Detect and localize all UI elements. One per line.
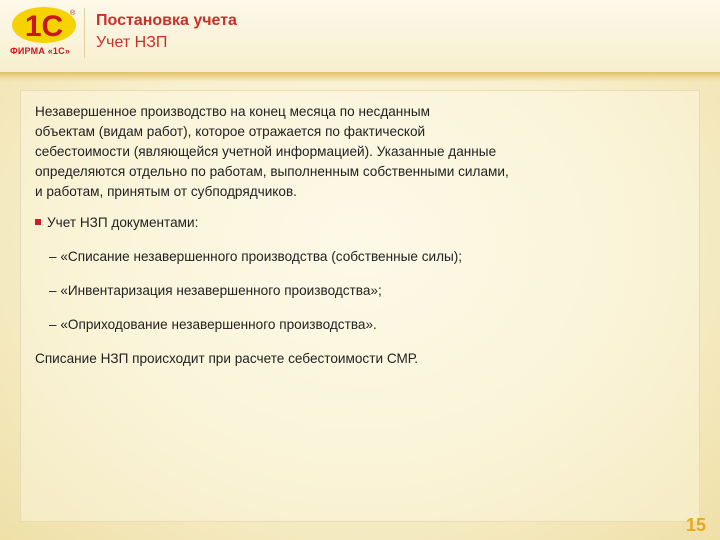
slide-header <box>0 0 720 72</box>
sub-item-write-off: – «Списание незавершенного производства (собственные силы); <box>49 249 463 264</box>
slide-subtitle: Учет НЗП <box>96 34 168 51</box>
bullet-text: Учет НЗП документами: <box>47 215 199 230</box>
intro-line: себестоимости (являющейся учетной информацией). Указанные данные <box>35 144 497 159</box>
logo-1c-icon <box>10 6 78 46</box>
header-divider <box>84 8 85 58</box>
intro-line: объектам (видам работ), которое отражается по фактической <box>35 124 426 139</box>
bullet-item <box>35 213 685 233</box>
logo-caption: ФИРМА «1С» <box>10 46 71 56</box>
square-bullet-icon <box>35 219 41 225</box>
final-paragraph: Списание НЗП происходит при расчете себестоимости СМР. <box>35 351 419 366</box>
intro-line: определяются отдельно по работам, выполненным собственными силами, <box>35 164 509 179</box>
page-number: 15 <box>685 515 706 535</box>
sub-item-inventory: – «Инвентаризация незавершенного производства»; <box>49 283 382 298</box>
logo-text: 1С <box>24 10 64 43</box>
slide-title: Постановка учета <box>96 12 237 29</box>
firm-1c-logo <box>10 6 78 62</box>
intro-line: и работам, принятым от субподрядчиков. <box>35 184 297 199</box>
slide-content <box>35 102 685 369</box>
registered-mark: ® <box>70 10 76 17</box>
sub-item-posting: – «Оприходование незавершенного производства». <box>49 317 377 332</box>
intro-paragraph <box>35 102 685 202</box>
intro-line: Незавершенное производство на конец месяца по несданным <box>35 104 430 119</box>
header-rule <box>0 72 720 82</box>
